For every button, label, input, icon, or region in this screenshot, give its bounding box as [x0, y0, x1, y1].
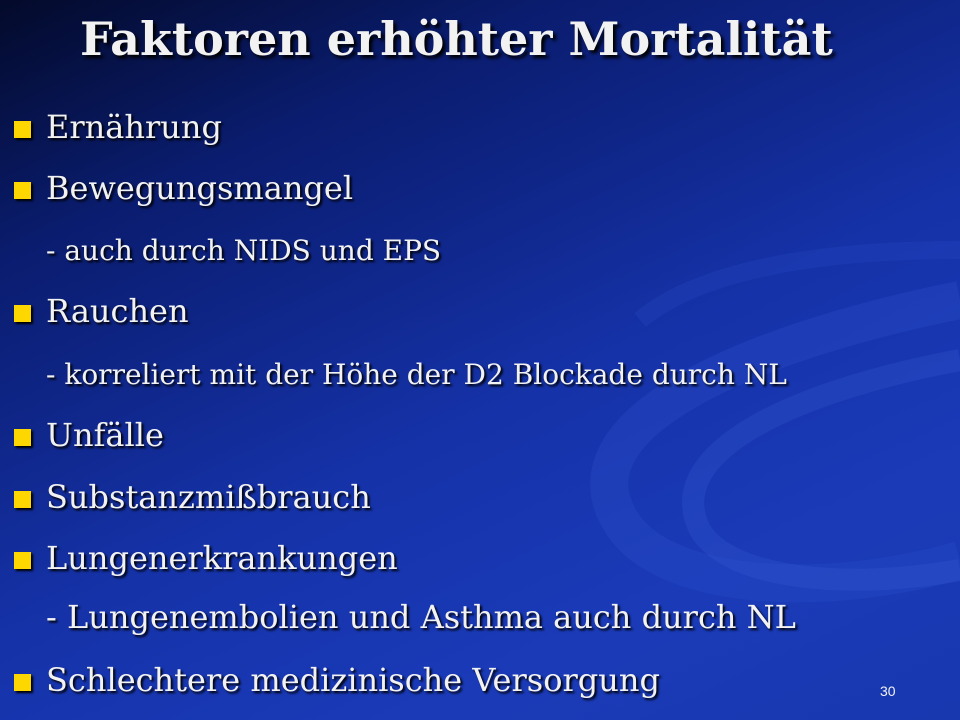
- sub-item-text: - korreliert mit der Höhe der D2 Blockade durch NL: [46, 358, 787, 391]
- bullet-text: Rauchen: [46, 292, 189, 330]
- sub-item-text: - Lungenembolien und Asthma auch durch NL: [46, 598, 796, 636]
- bullet-text: Lungenerkrankungen: [46, 539, 398, 577]
- slide-title: Faktoren erhöhter Mortalität: [80, 12, 833, 66]
- bullet-text: Bewegungsmangel: [46, 169, 354, 207]
- bullet-square-icon: [14, 429, 31, 446]
- bullet-text: Schlechtere medizinische Versorgung: [46, 661, 660, 699]
- bullet-text: Substanzmißbrauch: [46, 478, 371, 516]
- bullet-square-icon: [14, 121, 31, 138]
- bullet-square-icon: [14, 491, 31, 508]
- bullet-square-icon: [14, 182, 31, 199]
- sub-item-text: - auch durch NIDS und EPS: [46, 234, 442, 267]
- bullet-text: Unfälle: [46, 416, 164, 454]
- bullet-square-icon: [14, 552, 31, 569]
- bullet-square-icon: [14, 305, 31, 322]
- page-number: 30: [880, 683, 896, 699]
- bullet-text: Ernährung: [46, 108, 222, 146]
- bullet-square-icon: [14, 674, 31, 691]
